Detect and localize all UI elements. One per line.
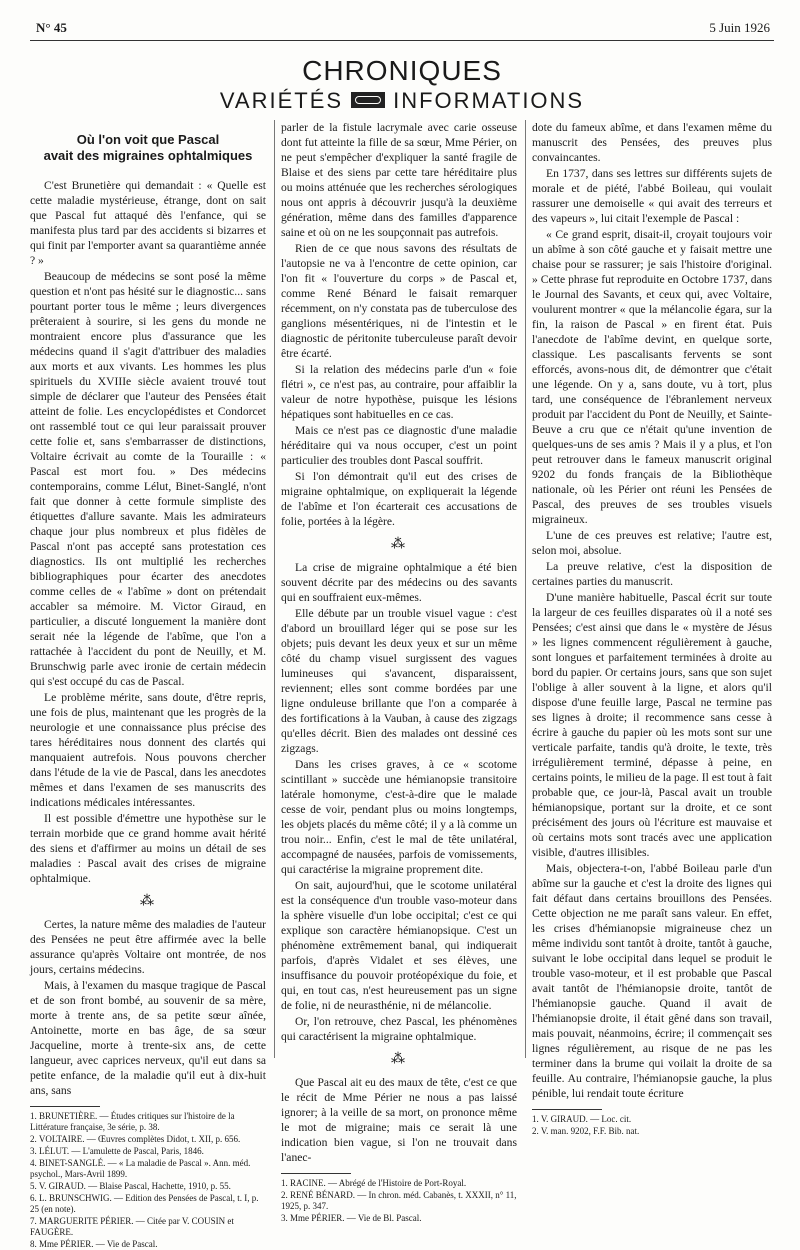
paragraph: dote du fameux abîme, et dans l'examen même du manuscrit des Pensées, des preuves plus convaincantes. [532, 121, 772, 164]
footnote-divider [281, 1173, 351, 1174]
issue-date: 5 Juin 1926 [709, 20, 770, 35]
paragraph: Dans les crises graves, à ce « scotome scintillant » succède une hémianopsie transitoire latérale homonyme, c'est-à-dire que le malade cesse de voir, pendant plus ou moins longtemps, les objets placés du même côté; il y a là comme un trou noir... Enfin, c'est le mal de tête unilatéral, accompagné de nausées, parfois de vomissements, qui caractérise la migraine proprement dite. [281, 758, 517, 876]
page-header [30, 14, 774, 41]
paragraph: Il est possible d'émettre une hypothèse sur le terrain morbide que ce grand homme avait hérité des siens et d'affirmer au moins un détail de ses maladies : Pascal avait des crises de migraine ophtalmique. [30, 812, 266, 885]
paragraph: Mais, objectera-t-on, l'abbé Boileau parle d'un abîme sur la gauche et c'est la droite des lignes qui fait défaut dans certains brouillons des Pensées. Cette objection ne me paraît sans valeur. En effet, les crises d'hémianopsie migraineuse chez un même individu sont tantôt à droite, tantôt à gauche, suivant le lobe occipital dans lequel se produit le trouble vaso-moteur, et il est probable que Pascal avait tantôt de l'hémianopsie droite, tantôt de l'hémianopsie gauche. Quand il avait de l'hémianopsie droite, il était gêné dans son travail, mais pouvait, néanmoins, écrire; il commençait ses lignes régulièrement, au risque de ne pas les terminer dans la brume qui voilait la droite de sa feuille. Au contraire, l'hémianopsie gauche, la plus pénible, lui rendait toute écriture [532, 862, 772, 1100]
section-separator: ⁂ [140, 894, 156, 909]
paragraph: En 1737, dans ses lettres sur différents sujets de morale et de piété, l'abbé Boileau, qui voulait rassurer une demoiselle « qui avait des terreurs et des vapeurs », lui citait l'exemple de Pascal : [532, 167, 772, 225]
paragraph: D'une manière habituelle, Pascal écrit sur toute la largeur de ces feuilles disparates où il a noté ses Pensées; c'est ainsi que dans le « mystère de Jésus » les lignes commencent régulièrement à gauche, sont longues et parfaitement terminées à droite au bord du papier. Or certains jours, sans que son sujet l'oblige à aller souvent à la ligne, et alors qu'il dispose d'une feuille large, Pascal ne termine pas ses lignes à droite; il recommence sans cesse à écrire à gauche du papier où les mots sont sur une verticale parfaite, tandis qu'à droite, le texte, très irrégulièrement terminé, dépasse à peine, en certains points, le milieu de la page. Il est tout à fait probable que, ce jour-là, Pascal avait un trouble hémianopsique, portant sur la droite, et ce sont précisément des jours où l'écriture est mauvaise et où certains mots sont tracés avec une application visible, d'autres illisibles. [532, 591, 772, 859]
section-separator: ⁂ [391, 537, 407, 552]
paragraph: Mais ce n'est pas ce diagnostic d'une maladie héréditaire qui va nous occuper, c'est un point particulier des troubles dont Pascal souffrit. [281, 424, 517, 467]
masthead-title: CHRONIQUES [302, 55, 502, 86]
footnote: 2. RENÉ BÉNARD. — In chron. méd. Cabanès, t. XXXII, n° 11, 1925, p. 347. [281, 1190, 517, 1211]
footnote-divider [532, 1109, 602, 1110]
section-separator: ⁂ [391, 1052, 407, 1067]
paragraph: L'une de ces preuves est relative; l'autre est, selon moi, absolue. [532, 529, 772, 557]
paragraph: La preuve relative, c'est la disposition de certaines parties du manuscrit. [532, 560, 772, 588]
paragraph: Si l'on démontrait qu'il eut des crises de migraine ophtalmique, on expliquerait la légende de l'abîme et l'on écarterait ces accusations de folie, portées à la légère. [281, 470, 517, 528]
footnote: 1. BRUNETIÈRE. — Études critiques sur l'histoire de la Littérature française, 3e série, p. 38. [30, 1111, 235, 1132]
article-title: Où l'on voit que Pascal avait des migraines ophtalmiques [43, 132, 253, 163]
footnote: 4. BINET-SANGLÉ. — « La maladie de Pascal ». Ann. méd. psychol., Mars-Avril 1899. [30, 1158, 251, 1179]
paragraph: Or, l'on retrouve, chez Pascal, les phénomènes qui caractérisent la migraine ophtalmique. [281, 1015, 517, 1043]
masthead-right: INFORMATIONS [393, 88, 585, 113]
column-3 [532, 120, 772, 1136]
paragraph: Elle débute par un trouble visuel vague : c'est d'abord un brouillard léger qui se pose sur les objets; puis devant les deux yeux et sur un même côté du champ visuel surgissent des vagues lumineuses qui s'avancent, disparaissent, reviennent; elles sont comme bordées par une ligne onduleuse brillante que l'on a comparée à des fortifications à la Vauban, à cause des zigzags qu'elles décrit. Bien des malades ont dessiné ces zigzags. [281, 607, 517, 755]
footnote: 8. Mme PÉRIER. — Vie de Pascal. [30, 1239, 158, 1249]
paragraph: Rien de ce que nous savons des résultats de l'autopsie ne va à l'encontre de cette opinion, car l'on fit « l'ouverture du corps » de Pascal et, comme René Bénard le faisait remarquer récemment, on n'y constata pas de tuberculose des ganglions mésentériques, ni de l'intestin et le diagnostic de péritonite tuberculeuse paraît devoir être écarté. [281, 242, 517, 360]
masthead [30, 56, 774, 114]
paragraph: Beaucoup de médecins se sont posé la même question et n'ont pas hésité sur le diagnostic... sans pourtant porter tous le même ; leurs divergences prêteraient à sourire, si les gens du monde ne montraient encore plus d'assurance que les médecins quand il s'agit d'attribuer des maladies aux morts et aux vivants. Les hommes les plus spirituels du XVIIIe siècle avaient trouvé tout simple de déclarer que l'auteur des Pensées était atteint de folie. Les encyclopédistes et Condorcet ont rassemblé tout ce qui leur paraissait prouver cette folie et, sans s'embarrasser de distinctions, Voltaire écrivait au comte de la Touraille : « Pascal est mort fou. » Des médecins contemporains, comme Lélut, Binet-Sanglé, n'ont fait que donner à cette formule simpliste des étiquettes d'allure savante. Mais les admirateurs chaque jour plus nombreux et plus fidèles de Pascal n'ont pas accepté sans protestation ces diagnostics. Ils ont multiplié les recherches bibliographiques pour écarter des anecdotes comme celles de « l'abîme » dont on prétendait accabler sa mémoire. M. Victor Giraud, en particulier, a discuté longuement la manière dont serait née la légende de l'abîme, que l'on a rattachée à l'accident du pont de Neuilly, et M. Brunschwig parle avec ironie de certain médecin qui s'est occupé du cas de Pascal. [30, 270, 266, 688]
footnote: 3. LÉLUT. — L'amulette de Pascal, Paris, 1846. [30, 1146, 204, 1156]
issue-number: N° 45 [36, 20, 67, 35]
ornament-icon [351, 92, 385, 108]
masthead-subtitle [30, 88, 774, 114]
footnote-divider [30, 1106, 100, 1107]
paragraph: Le problème mérite, sans doute, d'être repris, une fois de plus, maintenant que les progrès de la neurologie et une connaissance plus précise des tares héréditaires nous donnent des clartés qui manquaient autrefois. Nous pouvons chercher dans l'étude de la vie de Pascal, dans les anecdotes mêmes et dans l'examen de ses manuscrits des indications médicales intéressantes. [30, 691, 266, 809]
paragraph: La crise de migraine ophtalmique a été bien souvent décrite par des médecins ou des savants qui en souffraient eux-mêmes. [281, 561, 517, 604]
paragraph: On sait, aujourd'hui, que le scotome unilatéral est la conséquence d'un trouble vaso-moteur dans la sphère visuelle d'un lobe occipital; c'est ce qui explique son caractère hémianopsique. C'est un phénomène extrêmement banal, qui indiquerait parfois, d'après Vidalet et ses élèves, une insuffisance du pouvoir protéopéxique du foie, et qui, en tout cas, n'est heureusement pas un signe de folie, ni de neurasthénie, ni de mélancolie. [281, 879, 517, 1012]
paragraph: « Ce grand esprit, disait-il, croyait toujours voir un abîme à son côté gauche et y faisait mettre une chaise pour se rassurer; je sais l'histoire d'original. » Cette phrase fut reproduite en Octobre 1737, dans le Journal des Savants, et ceux qui, avec Voltaire, voulurent montrer « que la mélancolie égara, sur la fin, la raison de Pascal » en firent état. Puis l'anecdote de l'abîme devint, en quelque sorte, classique. Les pascalisants fervents se sont efforcés, avons-nous dit, de démontrer que c'était une légende. On y a, sans doute, vu à tort, plus tard, une conséquence de l'ébranlement nerveux produit par l'accident du Pont de Neuilly, et Sainte-Beuve a cru que ce n'était qu'une invention de quelques-uns de ses amis ? Mais il y a plus, et l'on peut retrouver dans le fameux manuscrit original 9202 du fonds français de la Bibliothèque nationale, où les Périer ont réuni les Pensées de Pascal, des preuves de ses troubles visuels migraineux. [532, 228, 772, 526]
column-2 [281, 120, 517, 1223]
column-1 [30, 126, 266, 1249]
paragraph: Que Pascal ait eu des maux de tête, c'est ce que le récit de Mme Périer ne nous a pas laissé ignorer; à la veille de sa mort, on prononce même le mot de migraine; mais ce serait là une indication bien vague, si l'on ne trouvait dans l'anec- [281, 1076, 517, 1164]
footnote: 2. V. man. 9202, F.F. Bib. nat. [532, 1126, 640, 1136]
footnote: 2. VOLTAIRE. — Œuvres complètes Didot, t. XII, p. 656. [30, 1134, 241, 1144]
column-divider [274, 120, 275, 1058]
footnote: 3. Mme PÉRIER. — Vie de Bl. Pascal. [281, 1213, 422, 1223]
footnote: 7. MARGUERITE PÉRIER. — Citée par V. COUSIN et FAUGÈRE. [30, 1216, 234, 1237]
footnote: 1. V. GIRAUD. — Loc. cit. [532, 1114, 632, 1124]
paragraph: Certes, la nature même des maladies de l'auteur des Pensées ne peut être affirmée avec la belle assurance qu'après Voltaire ont montrée, de nos jours, certains médecins. [30, 918, 266, 976]
journal-page [30, 14, 774, 1249]
footnote: 5. V. GIRAUD. — Blaise Pascal, Hachette, 1910, p. 55. [30, 1181, 231, 1191]
paragraph: Si la relation des médecins parle d'un « foie flétri », ce n'est pas, au contraire, pour affaiblir la valeur de notre hypothèse, puisque les lésions hépatiques sont habituelles en ce cas. [281, 363, 517, 421]
masthead-left: VARIÉTÉS [219, 88, 344, 113]
column-divider [525, 120, 526, 1058]
footnote: 1. RACINE. — Abrégé de l'Histoire de Port-Royal. [281, 1178, 467, 1188]
paragraph: Mais, à l'examen du masque tragique de Pascal et de son front bombé, au souvenir de sa mère, morte à trente ans, de sa petite sœur aînée, Antoinette, morte en bas âge, de sa sœur Jacqueline, morte à trente-six ans, de cette langueur, avec caprices nerveux, qu'il eut dans sa petite enfance, de la maladie qu'il eut à dix-huit ans, sans [30, 979, 266, 1097]
footnote: 6. L. BRUNSCHWIG. — Edition des Pensées de Pascal, t. I, p. 25 (en note). [30, 1193, 259, 1214]
paragraph: parler de la fistule lacrymale avec carie osseuse dont fut atteinte la fille de sa sœur, Mme Périer, on ne peut s'empêcher d'expliquer la santé fragile de Blaise et des siens par cette tare héréditaire plus ou moins atténuée que les recherches sérologiques nous ont appris à découvrir jusqu'à la deuxième génération, même dans des familles d'apparence saine et où on ne les soupçonnait pas autrefois. [281, 121, 517, 239]
paragraph: C'est Brunetière qui demandait : « Quelle est cette maladie mystérieuse, étrange, dont on sait que Pascal fut attaqué dès l'enfance, qui se manifesta plus tard par des accidents si bizarres et qui finit par l'emporter avant sa quarantième année ? » [30, 179, 266, 267]
